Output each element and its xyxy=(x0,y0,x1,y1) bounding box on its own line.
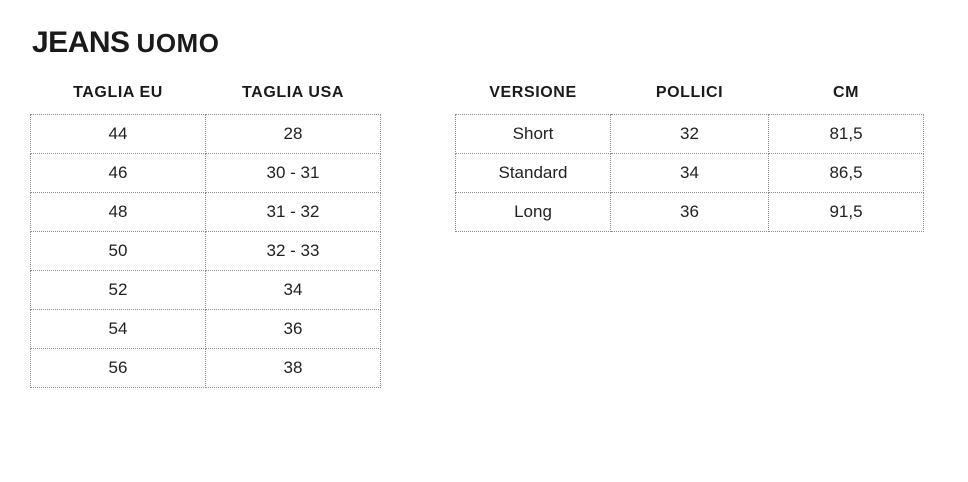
cell-taglia-usa: 32 - 33 xyxy=(206,232,381,271)
table-row xyxy=(456,115,924,154)
cell-versione: Long xyxy=(456,193,611,232)
table-row xyxy=(456,154,924,193)
cell-taglia-eu: 44 xyxy=(31,115,206,154)
cell-cm: 91,5 xyxy=(769,193,924,232)
table-row xyxy=(31,310,381,349)
cell-versione: Short xyxy=(456,115,611,154)
cell-taglia-usa: 38 xyxy=(206,349,381,388)
column-header-taglia-usa: TAGLIA USA xyxy=(242,84,344,101)
column-header-cm: CM xyxy=(832,84,860,101)
cell-taglia-usa: 28 xyxy=(206,115,381,154)
table-header-row xyxy=(456,78,924,115)
cell-pollici: 32 xyxy=(611,115,769,154)
table-row xyxy=(31,193,381,232)
cell-taglia-usa: 31 - 32 xyxy=(206,193,381,232)
column-header-versione: VERSIONE xyxy=(489,84,577,101)
page-title-main: JEANS xyxy=(32,26,130,59)
cell-taglia-eu: 56 xyxy=(31,349,206,388)
table-versione xyxy=(455,78,924,232)
column-header-pollici: POLLICI xyxy=(655,84,724,101)
column-header-taglia-eu: TAGLIA EU xyxy=(73,84,163,101)
table-header-row xyxy=(31,78,381,115)
cell-pollici: 34 xyxy=(611,154,769,193)
table-row xyxy=(456,193,924,232)
cell-taglia-usa: 36 xyxy=(206,310,381,349)
table-row xyxy=(31,232,381,271)
size-tables-container xyxy=(30,78,938,388)
page-title xyxy=(32,26,938,60)
cell-cm: 86,5 xyxy=(769,154,924,193)
cell-taglia-eu: 54 xyxy=(31,310,206,349)
cell-pollici: 36 xyxy=(611,193,769,232)
cell-versione: Standard xyxy=(456,154,611,193)
cell-taglia-usa: 30 - 31 xyxy=(206,154,381,193)
table-row xyxy=(31,349,381,388)
table-row xyxy=(31,154,381,193)
table-row xyxy=(31,115,381,154)
cell-cm: 81,5 xyxy=(769,115,924,154)
cell-taglia-usa: 34 xyxy=(206,271,381,310)
page-title-sub: UOMO xyxy=(136,28,220,58)
table-row xyxy=(31,271,381,310)
cell-taglia-eu: 48 xyxy=(31,193,206,232)
cell-taglia-eu: 50 xyxy=(31,232,206,271)
cell-taglia-eu: 46 xyxy=(31,154,206,193)
table-taglia-eu-usa xyxy=(30,78,381,388)
cell-taglia-eu: 52 xyxy=(31,271,206,310)
